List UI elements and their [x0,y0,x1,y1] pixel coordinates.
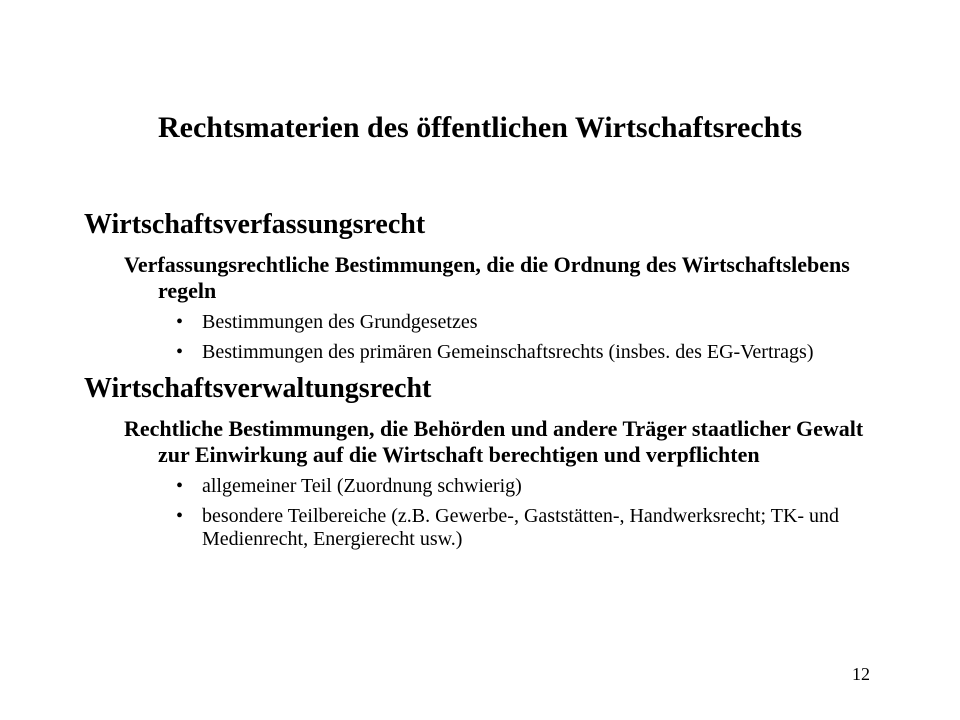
list-item-text: besondere Teilbereiche (z.B. Gewerbe-, Gaststätten-, Handwerksrecht; TK- und Medienrecht, Energierecht usw.) [202,505,840,550]
list-item [84,505,874,551]
list-item [84,311,874,334]
bullet-icon: • [176,311,184,333]
bullet-list-verfassungsrecht [84,311,874,364]
section-description-verfassungsrecht: Verfassungsrechtliche Bestimmungen, die die Ordnung des Wirtschaftslebens regeln [124,252,850,303]
bullet-icon: • [176,475,184,497]
bullet-list-verwaltungsrecht [84,475,874,551]
list-item-text: Bestimmungen des primären Gemeinschaftsrechts (insbes. des EG-Vertrags) [202,341,814,363]
slide-content [84,208,874,551]
list-item-text: Bestimmungen des Grundgesetzes [202,311,478,333]
bullet-icon: • [176,341,184,363]
list-item-text: allgemeiner Teil (Zuordnung schwierig) [202,475,522,497]
list-item [84,475,874,498]
bullet-icon: • [176,505,184,527]
list-item [84,341,874,364]
section-heading-verfassungsrecht: Wirtschaftsverfassungsrecht [84,209,426,240]
section-heading-verwaltungsrecht: Wirtschaftsverwaltungsrecht [84,373,432,404]
page-number: 12 [852,664,870,684]
slide-title: Rechtsmaterien des öffentlichen Wirtschaftsrechts [157,111,803,144]
section-description-verwaltungsrecht: Rechtliche Bestimmungen, die Behörden und andere Träger staatlicher Gewalt zur Einwirkung auf die Wirtschaft berechtigen und verpflichten [124,416,864,467]
